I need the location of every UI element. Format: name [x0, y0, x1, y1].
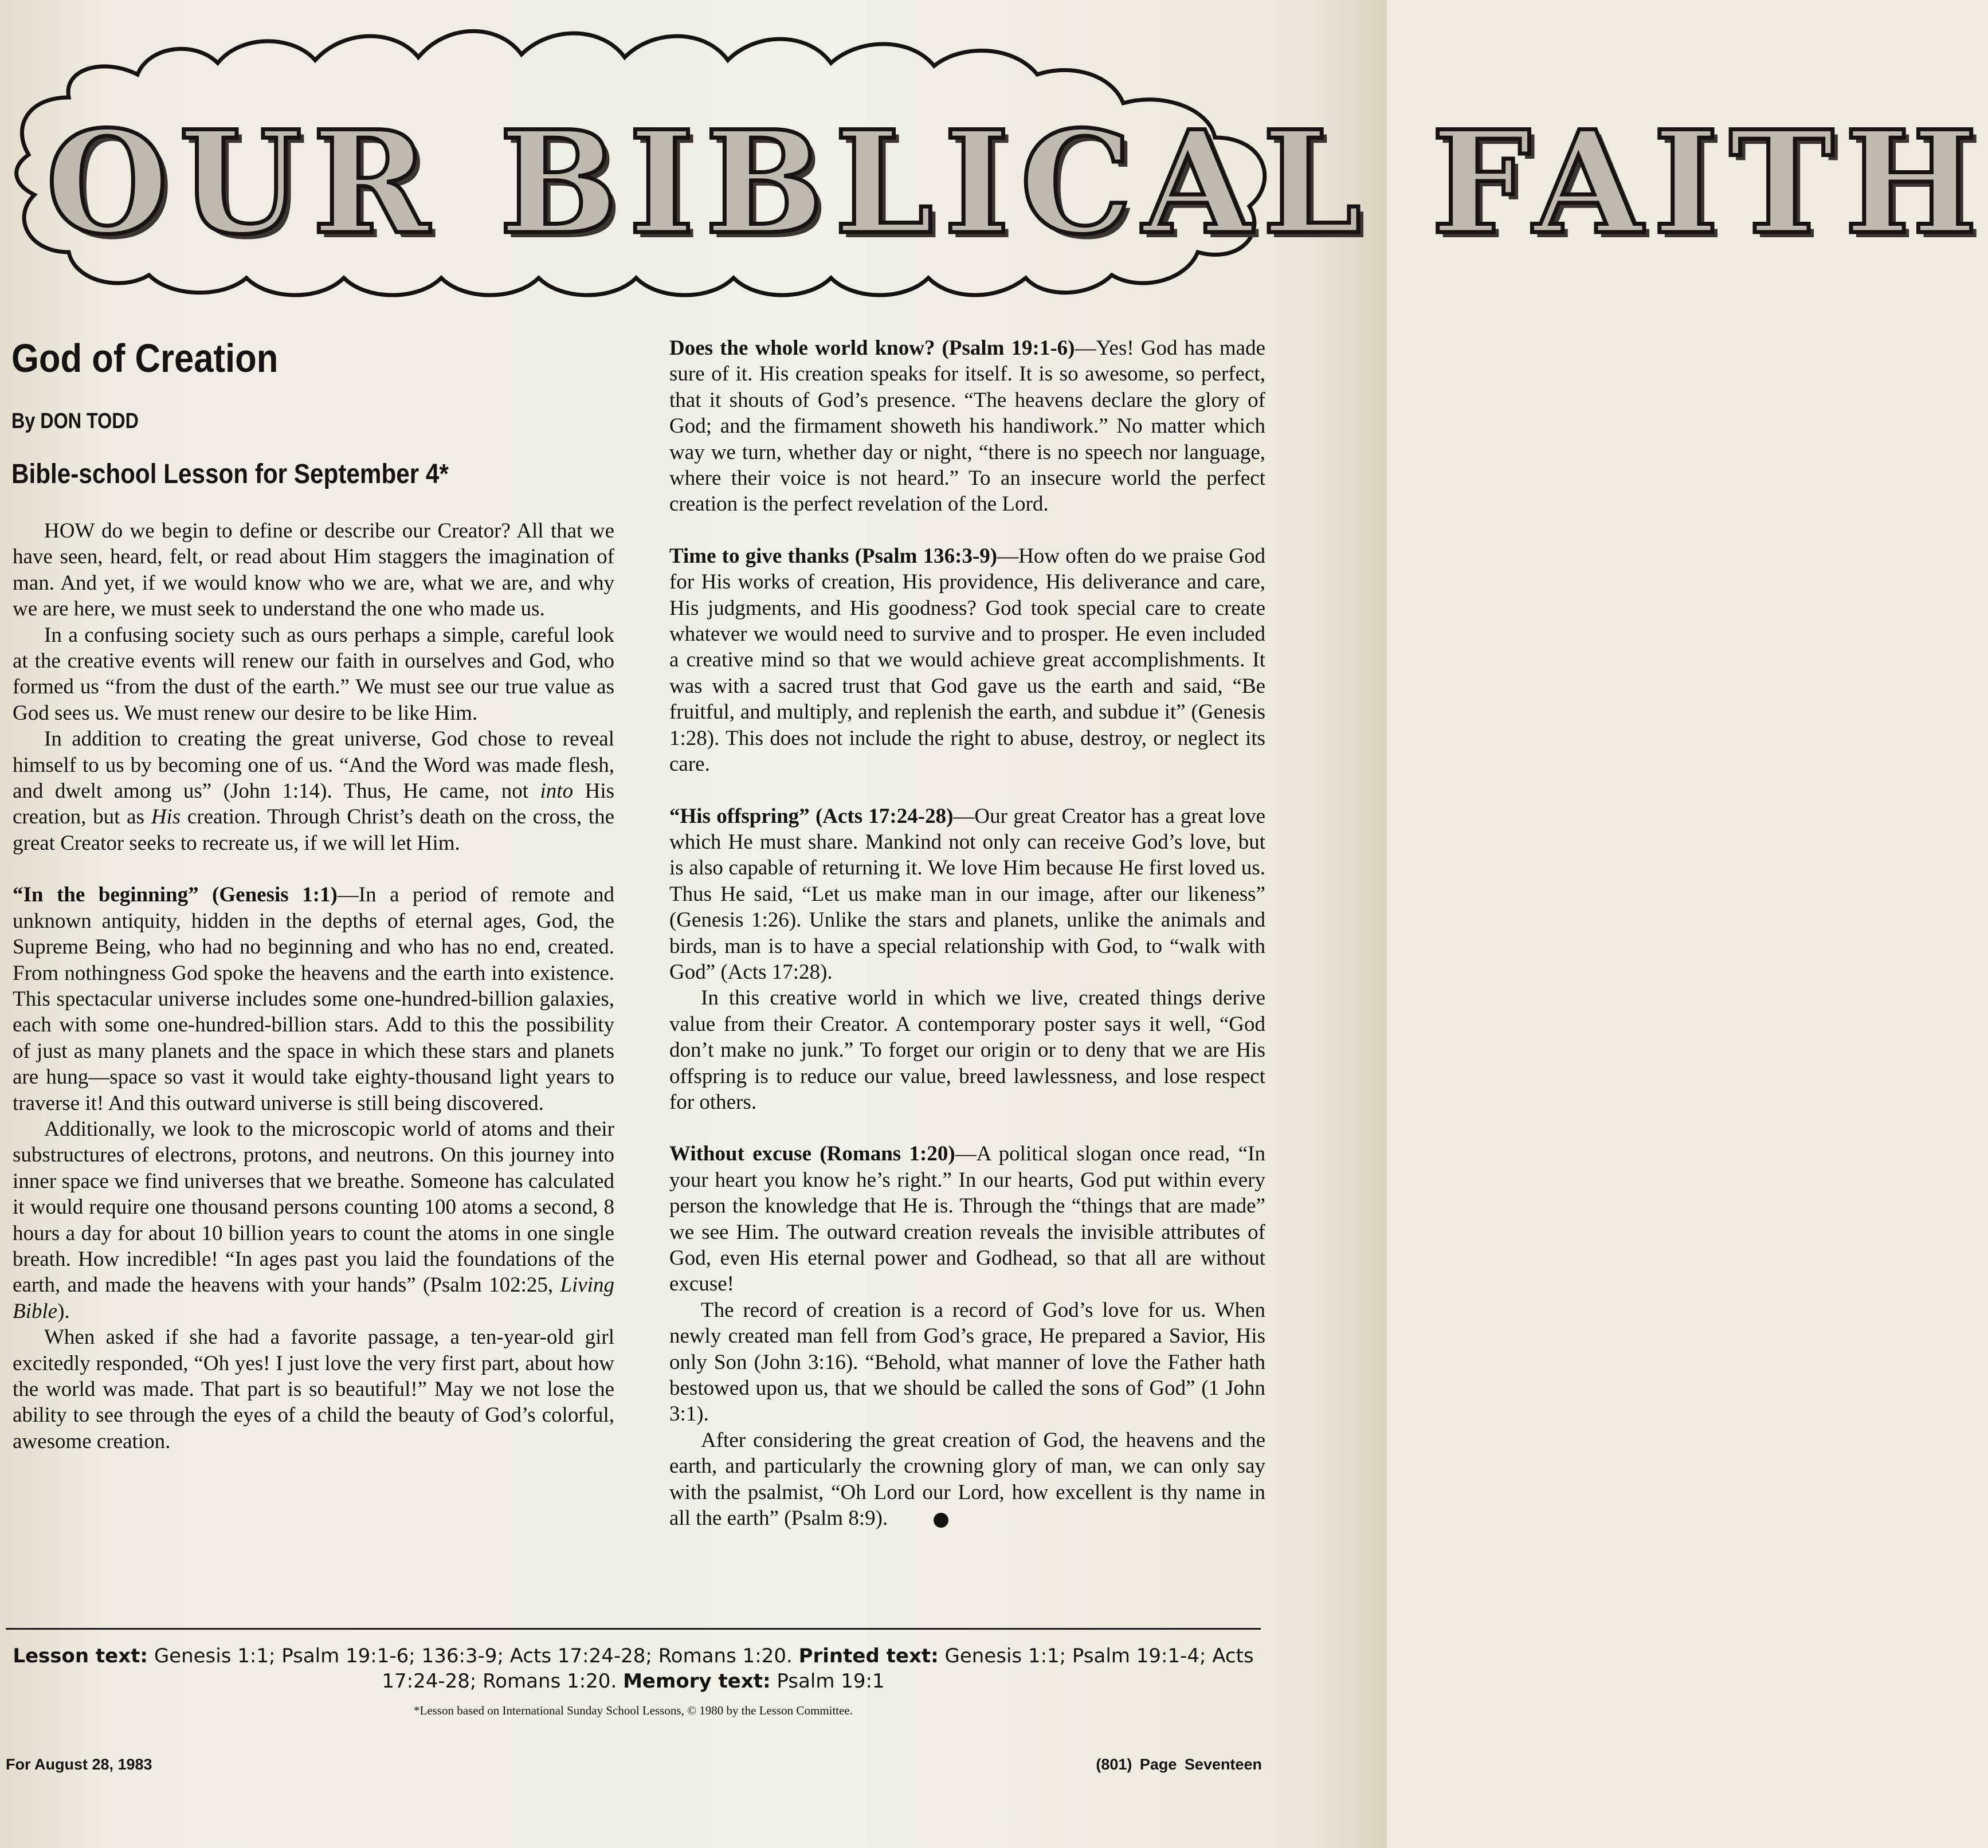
paragraph-conclusion: After considering the great creation of God, the heavens and the earth, and particularly the crowning glory of man, we can only say with the psalmist, “Oh Lord our Lord, how excellent is thy name in all the earth” (Psalm 8:9). — [669, 1428, 1265, 1531]
lesson-date-line: Bible-school Lesson for September 4* — [11, 459, 449, 489]
lesson-text-label: Lesson text: — [13, 1645, 148, 1667]
printed-text-label: Printed text: — [798, 1645, 939, 1667]
section-without-excuse: Without excuse (Romans 1:20)—A political slogan once read, “In your heart you know he’s right.” In our hearts, God put within every person the knowledge that He is. Through the “things that are made” we see Him. The outward creation reveals the invisible attributes of God, even His eternal power and Godhead, so that all are without excuse! — [669, 1142, 1265, 1296]
intro-paragraph-2: In a confusing society such as ours perhaps a simple, careful look at the creative events will renew our faith in ourselves and God, who formed us “from the dust of the earth.” We must see our true value as God sees us. We must renew our desire to be like Him. — [13, 623, 614, 725]
paragraph-record-of-creation: The record of creation is a record of God’s love for us. When newly created man fell from God’s grace, He prepared a Savior, His only Son (John 3:16). “Behold, what manner of love the Father hath bestowed upon us, that we should be called the sons of God” (1 John 3:1). — [669, 1298, 1265, 1426]
section-whole-world: Does the whole world know? (Psalm 19:1-6)—Yes! God has made sure of it. His creation speaks for itself. It is so awesome, so perfect, that it shouts of God’s presence. “The heavens declare the glory of God; and the firmament showeth his handiwork.” No matter which way we turn, whether day or night, “there is no speech nor language, where their voice is not heard.” To an insecure world the perfect creation is the perfect revelation of the Lord. — [669, 336, 1266, 516]
memory-text-label: Memory text: — [623, 1670, 771, 1693]
intro-paragraph-3: In addition to creating the great universe, God chose to reveal himself to us by becoming one of us. “And the Word was made flesh, and dwelt among us” (John 1:14). Thus, He came, not into His creation, but as His creation. Through Christ’s death on the cross, the great Creator seeks to recreate us, if we will let Him. — [13, 727, 615, 855]
section-heading: Without excuse (Romans 1:20) — [669, 1142, 955, 1166]
lesson-title: God of Creation — [11, 336, 279, 380]
right-column — [669, 335, 1265, 1531]
lesson-text-block: Lesson text: Genesis 1:1; Psalm 19:1-6; 136:3-9; Acts 17:24-28; Romans 1:20. Printed text: Genesis 1:1; Psalm 19:1-4; Acts 17:24-28; Romans 1:20. Memory text: Psalm 19:1 — [13, 1645, 1254, 1693]
banner — [6, 11, 1988, 309]
section-heading: Does the whole world know? (Psalm 19:1-6) — [669, 336, 1075, 360]
left-column — [13, 518, 614, 1454]
banner-title: OUR BIBLICAL FAITH — [46, 100, 1988, 266]
byline: By DON TODD — [11, 409, 139, 433]
section-in-the-beginning: “In the beginning” (Genesis 1:1)—In a period of remote and unknown antiquity, hidden in the depths of eternal ages, God, the Supreme Being, who had no beginning and who has no end, created. From nothingness God spoke the heavens and the earth into existence. This spectacular universe includes some one-hundred-billion galaxies, each with some one-hundred-billion stars. Add to this the possibility of just as many planets and the space in which these stars and planets are hung—space so vast it would take eighty-thousand light years to traverse it! And this outward universe is still being discovered. — [13, 883, 614, 1115]
paragraph-ten-year-old: When asked if she had a favorite passage, a ten-year-old girl excitedly responded, “Oh yes! I just love the very first part, about how the world was made. That part is so beautiful!” May we not lose the ability to see through the eyes of a child the beauty of God’s colorful, awesome creation. — [13, 1325, 614, 1453]
end-mark-icon — [934, 1513, 948, 1528]
section-give-thanks: Time to give thanks (Psalm 136:3-9)—How often do we praise God for His works of creation, His providence, His deliverance and care, His judgments, and His goodness? God took special care to create whatever we would need to survive and to prosper. He even included a creative mind so that we would achieve great accomplishments. It was with a sacred trust that God gave us the earth and said, “Be fruitful, and multiply, and replenish the earth, and subdue it” (Genesis 1:28). This does not include the right to abuse, destroy, or neglect its care. — [669, 544, 1265, 776]
section-heading: “In the beginning” (Genesis 1:1) — [13, 883, 338, 907]
section-heading: “His offspring” (Acts 17:24-28) — [669, 804, 954, 828]
paragraph-creative-world: In this creative world in which we live, created things derive value from their Creator. A contemporary poster says it well, “God don’t make no junk.” To forget our origin or to deny that we are His offspring is to reduce our value, breed lawlessness, and lose respect for others. — [669, 986, 1265, 1114]
issue-date: For August 28, 1983 — [6, 1756, 152, 1773]
section-his-offspring: “His offspring” (Acts 17:24-28)—Our great Creator has a great love which He must share. Mankind not only can receive God’s love, but is also capable of returning it. We love Him because He first loved us. Thus He said, “Let us make man in our image, after our likeness” (Genesis 1:26). Unlike the stars and planets, unlike the animals and birds, man is to have a special relationship with God, to “walk with God” (Acts 17:28). — [669, 804, 1266, 984]
footnote: *Lesson based on International Sunday School Lessons, © 1980 by the Lesson Committee. — [413, 1704, 853, 1717]
section-heading: Time to give thanks (Psalm 136:3-9) — [669, 544, 998, 568]
intro-paragraph-1: HOW do we begin to define or describe our Creator? All that we have seen, heard, felt, or read about Him staggers the imagination of man. And yet, if we would know who we are, what we are, and why we are here, we must seek to understand the one who made us. — [13, 519, 614, 621]
page-number: (801) Page Seventeen — [1096, 1756, 1262, 1773]
footer-rule — [6, 1628, 1261, 1630]
paragraph-atoms: Additionally, we look to the microscopic world of atoms and their substructures of electrons, protons, and neutrons. On this journey into inner space we find universes that we breathe. Someone has calculated it would require one thousand persons counting 100 atoms a second, 8 hours a day for about 10 billion years to count the atoms in one single breath. How incredible! “In ages past you laid the foundations of the earth, and made the heavens with your hands” (Psalm 102:25, Living Bible). — [13, 1117, 614, 1323]
